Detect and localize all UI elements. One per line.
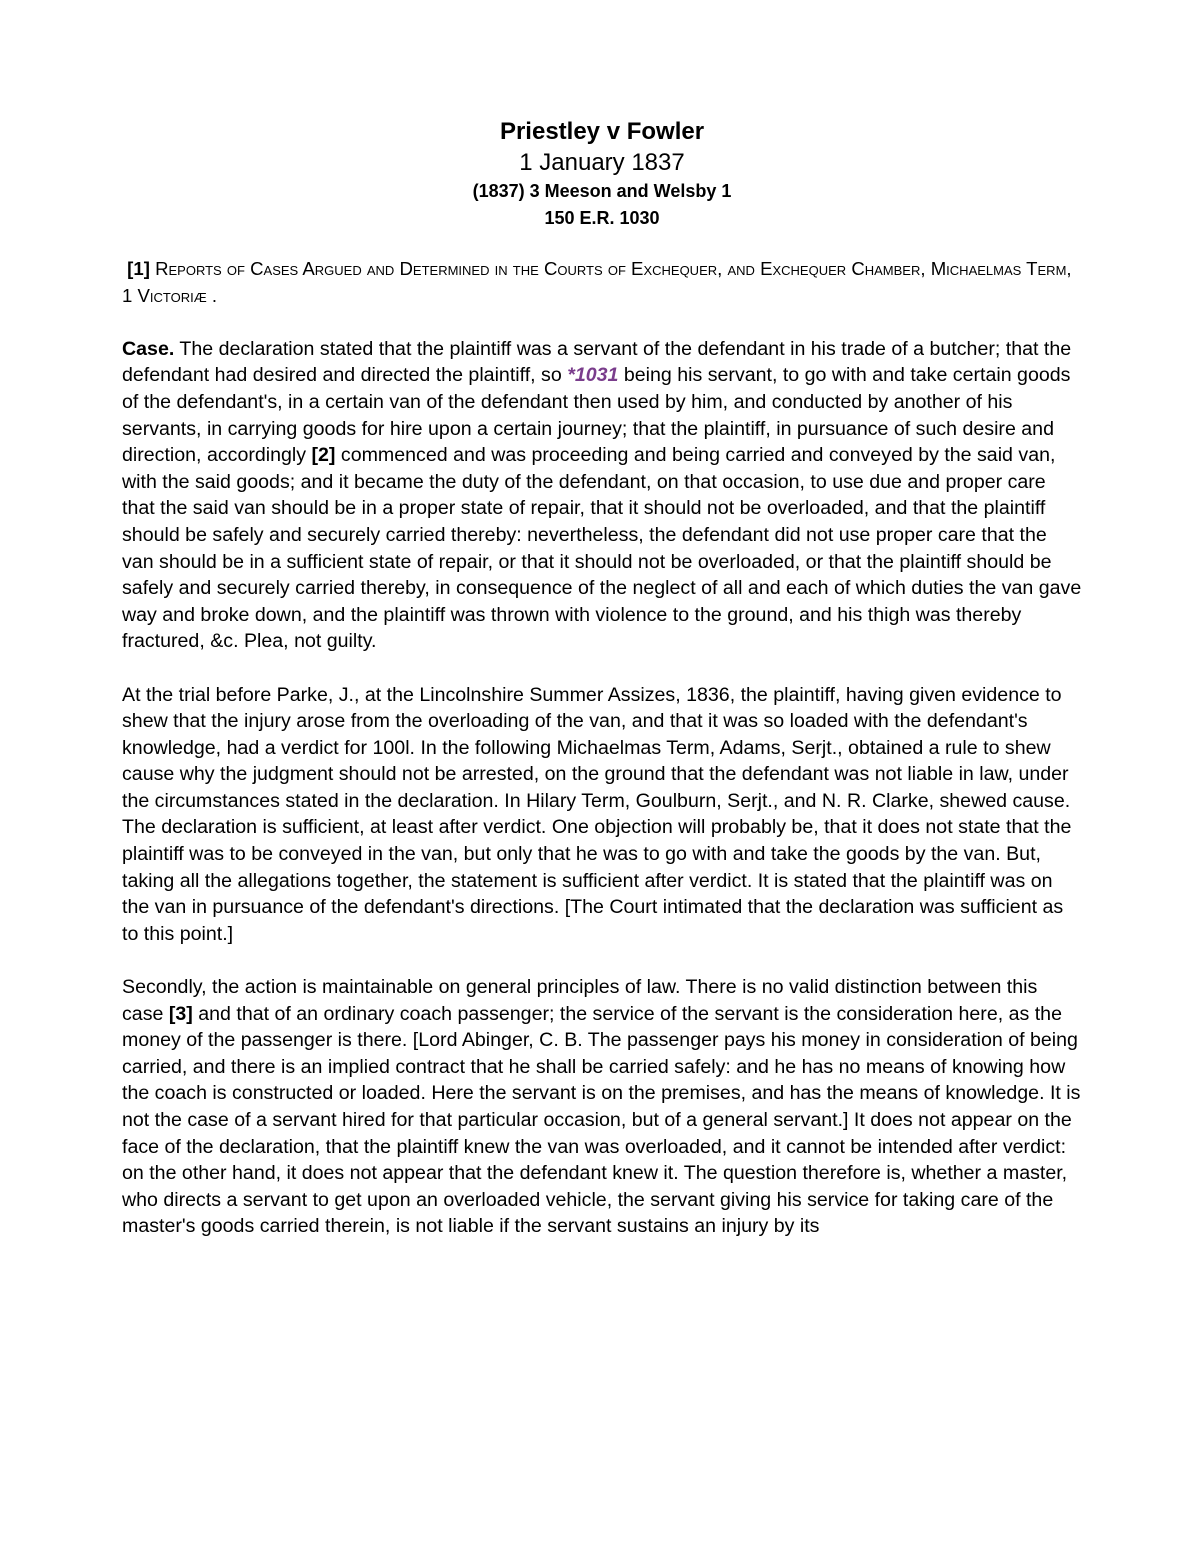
paragraph-case	[122, 336, 1082, 655]
case-date: 1 January 1837	[519, 149, 685, 176]
reports-heading	[122, 256, 1082, 309]
page-marker: [3]	[168, 1002, 193, 1025]
paragraph-text: being his servant, to go with and take certain goods of the defendant's, in a certain van of the defendant then used by him, and conducted by another of his servants, in carrying goods for hire upon a certain journey; that the plaintiff, in pursuance of such desire and direction, accordingly	[122, 364, 1071, 467]
paragraph-text: Secondly, the action is maintainable on general principles of law. There is no valid distinction between this case	[122, 976, 1038, 1025]
paragraph-text: commenced and was proceeding and being carried and conveyed by the said van, with the said goods; and it became the duty of the defendant, on that occasion, to use due and proper care that the said van should be in a proper state of repair, that it should not be overloaded, and that the plaintiff should be safely and securely carried thereby: nevertheless, the defendant did not use proper care that the van should be in a sufficient state of repair, or that it should not be overloaded, or that the plaintiff should be safely and securely carried thereby, in consequence of the neglect of all and each of which duties the van gave way and broke down, and the plaintiff was thrown with violence to the ground, and his thigh was thereby fractured, &c. Plea, not guilty.	[122, 444, 1082, 653]
page-marker: [2]	[311, 444, 336, 467]
page-marker: [1]	[127, 258, 150, 279]
citation-english-reports: 150 E.R. 1030	[544, 208, 660, 228]
paragraph-trial: At the trial before Parke, J., at the Lincolnshire Summer Assizes, 1836, the plaintiff, having given evidence to shew that the injury arose from the overloading of the van, and that it was so loaded with the defendant's knowledge, had a verdict for 100l. In the following Michaelmas Term, Adams, Serjt., obtained a rule to shew cause why the judgment should not be arrested, on the ground that the defendant was not liable in law, under the circumstances stated in the declaration. In Hilary Term, Goulburn, Serjt., and N. R. Clarke, shewed cause. The declaration is sufficient, at least after verdict. One objection will probably be, that it does not state that the plaintiff was to be conveyed in the van, but only that he was to go with and take the goods by the van. But, taking all the allegations together, the statement is sufficient after verdict. It is stated that the plaintiff was on the van in pursuance of the defendant's directions. [The Court intimated that the declaration was sufficient as to this point.]	[122, 683, 1072, 945]
paragraph-text: The declaration stated that the plaintiff was a servant of the defendant in his trade of a butcher; that the defendant had desired and directed the plaintiff, so	[122, 337, 1072, 387]
paragraph-secondly	[122, 974, 1082, 1240]
case-header	[122, 116, 1082, 232]
star-page-link[interactable]: *1031	[567, 364, 619, 387]
document-page	[122, 116, 1082, 1240]
case-title: Priestley v Fowler	[499, 118, 705, 145]
citation-reporter: (1837) 3 Meeson and Welsby 1	[472, 181, 732, 201]
reports-heading-text: Reports of Cases Argued and Determined in the Courts of Exchequer, and Exchequer Chamber, Michaelmas Term, 1 Victoriæ .	[122, 258, 1072, 306]
paragraph-text: and that of an ordinary coach passenger; the service of the servant is the consideration here, as the money of the passenger is there. [Lord Abinger, C. B. The passenger pays his money in consideration of being carried, and there is an implied contract that he shall be carried safely: and he has no means of knowing how the coach is constructed or loaded. Here the servant is on the premises, and has the means of knowledge. It is not the case of a servant hired for that particular occasion, but of a general servant.] It does not appear on the face of the declaration, that the plaintiff knew the van was overloaded, and it cannot be intended after verdict: on the other hand, it does not appear that the defendant knew it. The question therefore is, whether a master, who directs a servant to get upon an overloaded vehicle, the servant giving his service for taking care of the master's goods carried therein, is not liable if the servant sustains an injury by its	[122, 1002, 1081, 1238]
case-label: Case.	[122, 337, 175, 360]
